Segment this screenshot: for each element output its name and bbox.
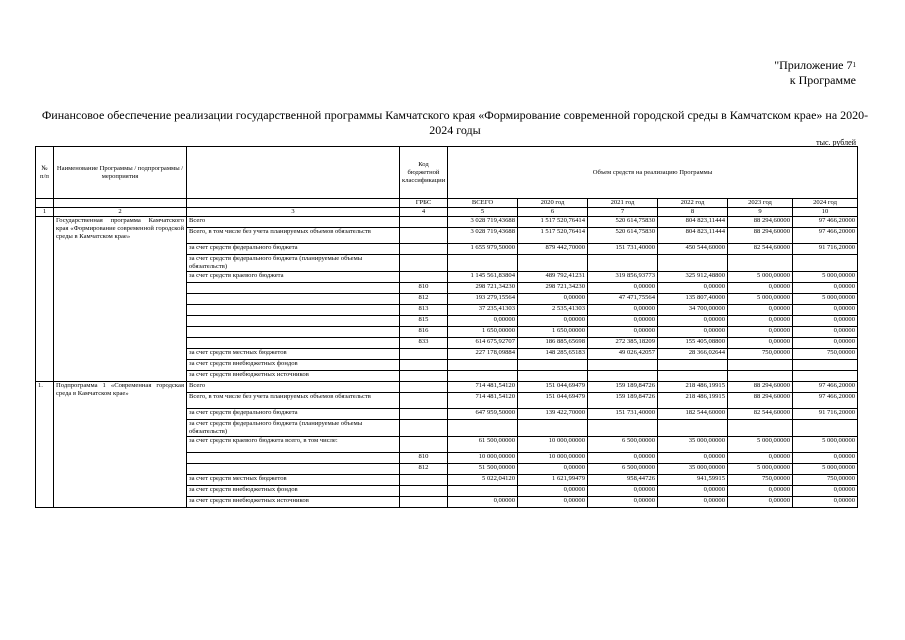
amount-cell: 51 500,00000 <box>448 464 518 475</box>
amount-cell: 0,00000 <box>728 327 793 338</box>
amount-cell: 5 000,00000 <box>793 437 858 453</box>
amount-cell <box>728 360 793 371</box>
funding-source: за счет средств федерального бюджета (планируемые объемы обязательств) <box>187 420 400 437</box>
amount-cell: 0,00000 <box>588 327 658 338</box>
funding-source <box>187 453 400 464</box>
amount-cell: 151 044,69479 <box>518 382 588 393</box>
header-2024: 2024 год <box>793 199 858 208</box>
grbs-code <box>400 371 448 382</box>
grbs-code <box>400 475 448 486</box>
amount-cell <box>793 420 858 437</box>
amount-cell <box>588 420 658 437</box>
document-title: Финансовое обеспечение реализации государственной программы Камчатского края «Формирование современной городской среды в Камчатском крае» на 2020-2024 годы <box>41 108 869 137</box>
amount-cell: 0,00000 <box>728 486 793 497</box>
amount-cell: 0,00000 <box>793 305 858 316</box>
program-name: Подпрограмма 1 «Современная городская среда в Камчатском крае» <box>54 382 187 508</box>
column-number: 1 <box>36 208 54 217</box>
amount-cell: 218 486,19915 <box>658 393 728 409</box>
amount-cell: 49 026,42057 <box>588 349 658 360</box>
grbs-code <box>400 228 448 244</box>
amount-cell <box>793 360 858 371</box>
amount-cell: 0,00000 <box>793 338 858 349</box>
amount-cell <box>448 371 518 382</box>
amount-cell: 0,00000 <box>588 486 658 497</box>
amount-cell <box>518 420 588 437</box>
funding-source <box>187 327 400 338</box>
amount-cell <box>793 255 858 272</box>
amount-cell: 218 486,19915 <box>658 382 728 393</box>
amount-cell <box>658 371 728 382</box>
amount-cell: 319 856,93773 <box>588 272 658 283</box>
grbs-code <box>400 409 448 420</box>
amount-cell: 0,00000 <box>518 486 588 497</box>
amount-cell: 0,00000 <box>518 464 588 475</box>
amount-cell: 0,00000 <box>658 283 728 294</box>
funding-source: за счет средств местных бюджетов <box>187 349 400 360</box>
amount-cell: 35 000,00000 <box>658 464 728 475</box>
amount-cell <box>658 420 728 437</box>
amount-cell: 3 028 719,43688 <box>448 228 518 244</box>
amount-cell: 97 466,20000 <box>793 382 858 393</box>
amount-cell: 0,00000 <box>793 316 858 327</box>
amount-cell <box>793 371 858 382</box>
funding-source <box>187 294 400 305</box>
amount-cell: 0,00000 <box>793 453 858 464</box>
amount-cell: 37 235,41303 <box>448 305 518 316</box>
header-volume: Объем средств на реализацию Программы <box>448 147 858 199</box>
amount-cell: 489 792,41231 <box>518 272 588 283</box>
funding-source: за счет средств местных бюджетов <box>187 475 400 486</box>
amount-cell: 151 731,40000 <box>588 409 658 420</box>
grbs-code <box>400 486 448 497</box>
amount-cell <box>448 486 518 497</box>
amount-cell: 0,00000 <box>588 316 658 327</box>
column-number: 6 <box>518 208 588 217</box>
units-label: тыс. рублей <box>816 138 856 147</box>
amount-cell <box>728 371 793 382</box>
grbs-code <box>400 393 448 409</box>
header-num: № п/п <box>36 147 54 199</box>
amount-cell: 450 544,60000 <box>658 244 728 255</box>
amount-cell: 804 823,11444 <box>658 217 728 228</box>
amount-cell: 10 000,00000 <box>518 437 588 453</box>
grbs-code: 833 <box>400 338 448 349</box>
amount-cell: 182 544,60000 <box>658 409 728 420</box>
amount-cell: 88 294,60000 <box>728 228 793 244</box>
amount-cell: 2 535,41303 <box>518 305 588 316</box>
header-name: Наименование Программы / подпрограммы / мероприятия <box>54 147 187 199</box>
funding-source: Всего <box>187 217 400 228</box>
amount-cell: 6 500,00000 <box>588 437 658 453</box>
funding-source <box>187 338 400 349</box>
appendix-label <box>774 58 856 88</box>
amount-cell: 0,00000 <box>518 497 588 508</box>
amount-cell: 1 621,99479 <box>518 475 588 486</box>
amount-cell: 0,00000 <box>518 294 588 305</box>
amount-cell: 1 517 520,76414 <box>518 228 588 244</box>
column-numbers-row <box>36 208 858 217</box>
amount-cell: 714 481,54120 <box>448 382 518 393</box>
amount-cell: 804 823,11444 <box>658 228 728 244</box>
amount-cell: 151 044,69479 <box>518 393 588 409</box>
amount-cell: 520 614,75830 <box>588 217 658 228</box>
amount-cell: 227 178,09884 <box>448 349 518 360</box>
grbs-code: 815 <box>400 316 448 327</box>
appendix-line2: к Программе <box>789 73 856 87</box>
row-number: 1. <box>36 382 54 508</box>
amount-cell: 1 650,00000 <box>448 327 518 338</box>
amount-cell <box>588 255 658 272</box>
grbs-code <box>400 437 448 453</box>
column-number: 10 <box>793 208 858 217</box>
amount-cell: 135 807,40000 <box>658 294 728 305</box>
amount-cell: 0,00000 <box>728 497 793 508</box>
amount-cell: 0,00000 <box>658 327 728 338</box>
amount-cell: 5 022,04120 <box>448 475 518 486</box>
amount-cell: 750,00000 <box>728 349 793 360</box>
amount-cell: 0,00000 <box>793 327 858 338</box>
header-2023: 2023 год <box>728 199 793 208</box>
column-number: 3 <box>187 208 400 217</box>
amount-cell: 0,00000 <box>448 497 518 508</box>
amount-cell: 5 000,00000 <box>793 294 858 305</box>
amount-cell: 35 000,00000 <box>658 437 728 453</box>
amount-cell: 0,00000 <box>658 486 728 497</box>
funding-source: Всего <box>187 382 400 393</box>
amount-cell <box>588 371 658 382</box>
header-2022: 2022 год <box>658 199 728 208</box>
amount-cell: 97 466,20000 <box>793 228 858 244</box>
grbs-code <box>400 349 448 360</box>
amount-cell: 1 650,00000 <box>518 327 588 338</box>
amount-cell: 155 405,08800 <box>658 338 728 349</box>
amount-cell: 750,00000 <box>793 349 858 360</box>
amount-cell: 97 466,20000 <box>793 217 858 228</box>
appendix-sup: 1 <box>852 61 856 69</box>
amount-cell <box>518 255 588 272</box>
amount-cell: 0,00000 <box>793 497 858 508</box>
grbs-code <box>400 360 448 371</box>
header-grbs: ГРБС <box>400 199 448 208</box>
amount-cell: 193 279,15564 <box>448 294 518 305</box>
column-number: 8 <box>658 208 728 217</box>
grbs-code <box>400 420 448 437</box>
amount-cell: 6 500,00000 <box>588 464 658 475</box>
funding-source <box>187 305 400 316</box>
amount-cell: 0,00000 <box>658 316 728 327</box>
amount-cell: 5 000,00000 <box>793 464 858 475</box>
amount-cell: 91 716,20000 <box>793 244 858 255</box>
amount-cell: 647 959,50000 <box>448 409 518 420</box>
amount-cell <box>448 420 518 437</box>
amount-cell: 10 000,00000 <box>518 453 588 464</box>
amount-cell: 520 614,75830 <box>588 228 658 244</box>
amount-cell: 958,44726 <box>588 475 658 486</box>
funding-source: за счет средств внебюджетных источников <box>187 371 400 382</box>
amount-cell: 5 000,00000 <box>728 272 793 283</box>
amount-cell: 151 731,40000 <box>588 244 658 255</box>
amount-cell <box>728 255 793 272</box>
amount-cell: 28 366,02644 <box>658 349 728 360</box>
funding-source <box>187 283 400 294</box>
funding-source: Всего, в том числе без учета планируемых объемов обязательств <box>187 393 400 409</box>
funding-source: за счет средств краевого бюджета <box>187 272 400 283</box>
grbs-code <box>400 217 448 228</box>
amount-cell: 879 442,70000 <box>518 244 588 255</box>
amount-cell <box>588 360 658 371</box>
grbs-code <box>400 497 448 508</box>
amount-cell: 5 000,00000 <box>728 464 793 475</box>
amount-cell: 0,00000 <box>728 305 793 316</box>
grbs-code <box>400 272 448 283</box>
amount-cell: 159 189,84726 <box>588 382 658 393</box>
amount-cell: 1 655 979,50000 <box>448 244 518 255</box>
amount-cell <box>518 371 588 382</box>
amount-cell <box>658 255 728 272</box>
column-number: 5 <box>448 208 518 217</box>
amount-cell: 61 500,00000 <box>448 437 518 453</box>
amount-cell: 0,00000 <box>658 453 728 464</box>
amount-cell: 88 294,60000 <box>728 217 793 228</box>
grbs-code: 813 <box>400 305 448 316</box>
grbs-code <box>400 244 448 255</box>
amount-cell: 0,00000 <box>658 497 728 508</box>
amount-cell: 186 885,65698 <box>518 338 588 349</box>
grbs-code: 816 <box>400 327 448 338</box>
grbs-code: 810 <box>400 283 448 294</box>
column-number: 2 <box>54 208 187 217</box>
amount-cell: 0,00000 <box>448 316 518 327</box>
amount-cell <box>658 360 728 371</box>
header-total: ВСЕГО <box>448 199 518 208</box>
grbs-code: 812 <box>400 464 448 475</box>
appendix-line1: "Приложение 7 <box>774 58 853 72</box>
funding-source: за счет средств краевого бюджета всего, в том числе: <box>187 437 400 453</box>
grbs-code: 812 <box>400 294 448 305</box>
amount-cell: 0,00000 <box>588 453 658 464</box>
amount-cell <box>448 255 518 272</box>
amount-cell: 97 466,20000 <box>793 393 858 409</box>
grbs-code <box>400 382 448 393</box>
amount-cell: 0,00000 <box>518 316 588 327</box>
amount-cell: 298 721,34230 <box>518 283 588 294</box>
amount-cell: 88 294,60000 <box>728 382 793 393</box>
amount-cell: 0,00000 <box>793 283 858 294</box>
column-number: 7 <box>588 208 658 217</box>
funding-source <box>187 464 400 475</box>
funding-source: за счет средств федерального бюджета <box>187 244 400 255</box>
amount-cell: 0,00000 <box>728 316 793 327</box>
financing-table <box>35 146 858 508</box>
funding-source: за счет средств внебюджетных источников <box>187 497 400 508</box>
funding-source: Всего, в том числе без учета планируемых объемов обязательств <box>187 228 400 244</box>
table-row <box>36 217 858 228</box>
amount-cell: 750,00000 <box>793 475 858 486</box>
funding-source: за счет средств федерального бюджета (планируемые объемы обязательств) <box>187 255 400 272</box>
amount-cell <box>518 360 588 371</box>
amount-cell: 714 481,54120 <box>448 393 518 409</box>
grbs-code <box>400 255 448 272</box>
amount-cell: 82 544,60000 <box>728 409 793 420</box>
amount-cell: 0,00000 <box>728 338 793 349</box>
header-2020: 2020 год <box>518 199 588 208</box>
amount-cell: 47 471,75564 <box>588 294 658 305</box>
amount-cell: 1 145 561,83804 <box>448 272 518 283</box>
amount-cell: 0,00000 <box>728 283 793 294</box>
amount-cell: 82 544,60000 <box>728 244 793 255</box>
amount-cell: 0,00000 <box>588 305 658 316</box>
amount-cell: 325 912,48800 <box>658 272 728 283</box>
grbs-code: 810 <box>400 453 448 464</box>
amount-cell: 0,00000 <box>728 453 793 464</box>
header-2021: 2021 год <box>588 199 658 208</box>
column-number: 4 <box>400 208 448 217</box>
amount-cell: 1 517 520,76414 <box>518 217 588 228</box>
amount-cell: 5 000,00000 <box>728 437 793 453</box>
row-number <box>36 217 54 382</box>
table-row <box>36 382 858 393</box>
amount-cell: 159 189,84726 <box>588 393 658 409</box>
amount-cell: 5 000,00000 <box>728 294 793 305</box>
funding-source: за счет средств внебюджетных фондов <box>187 360 400 371</box>
amount-cell: 34 700,00000 <box>658 305 728 316</box>
amount-cell: 298 721,34230 <box>448 283 518 294</box>
amount-cell: 148 285,65183 <box>518 349 588 360</box>
header-source <box>187 147 400 199</box>
header-code: Код бюджетной классификации <box>400 147 448 199</box>
amount-cell: 750,00000 <box>728 475 793 486</box>
amount-cell <box>448 360 518 371</box>
amount-cell <box>728 420 793 437</box>
amount-cell: 272 385,18209 <box>588 338 658 349</box>
amount-cell: 139 422,70000 <box>518 409 588 420</box>
amount-cell: 91 716,20000 <box>793 409 858 420</box>
funding-source <box>187 316 400 327</box>
amount-cell: 941,59915 <box>658 475 728 486</box>
amount-cell: 3 028 719,43688 <box>448 217 518 228</box>
program-name: Государственная программа Камчатского края «Формирование современной городской среды в Камчатском крае» <box>54 217 187 382</box>
column-number: 9 <box>728 208 793 217</box>
amount-cell: 614 675,92707 <box>448 338 518 349</box>
amount-cell: 0,00000 <box>588 497 658 508</box>
amount-cell: 10 000,00000 <box>448 453 518 464</box>
amount-cell: 0,00000 <box>793 486 858 497</box>
amount-cell: 88 294,60000 <box>728 393 793 409</box>
amount-cell: 0,00000 <box>588 283 658 294</box>
funding-source: за счет средств внебюджетных фондов <box>187 486 400 497</box>
funding-source: за счет средств федерального бюджета <box>187 409 400 420</box>
amount-cell: 5 000,00000 <box>793 272 858 283</box>
